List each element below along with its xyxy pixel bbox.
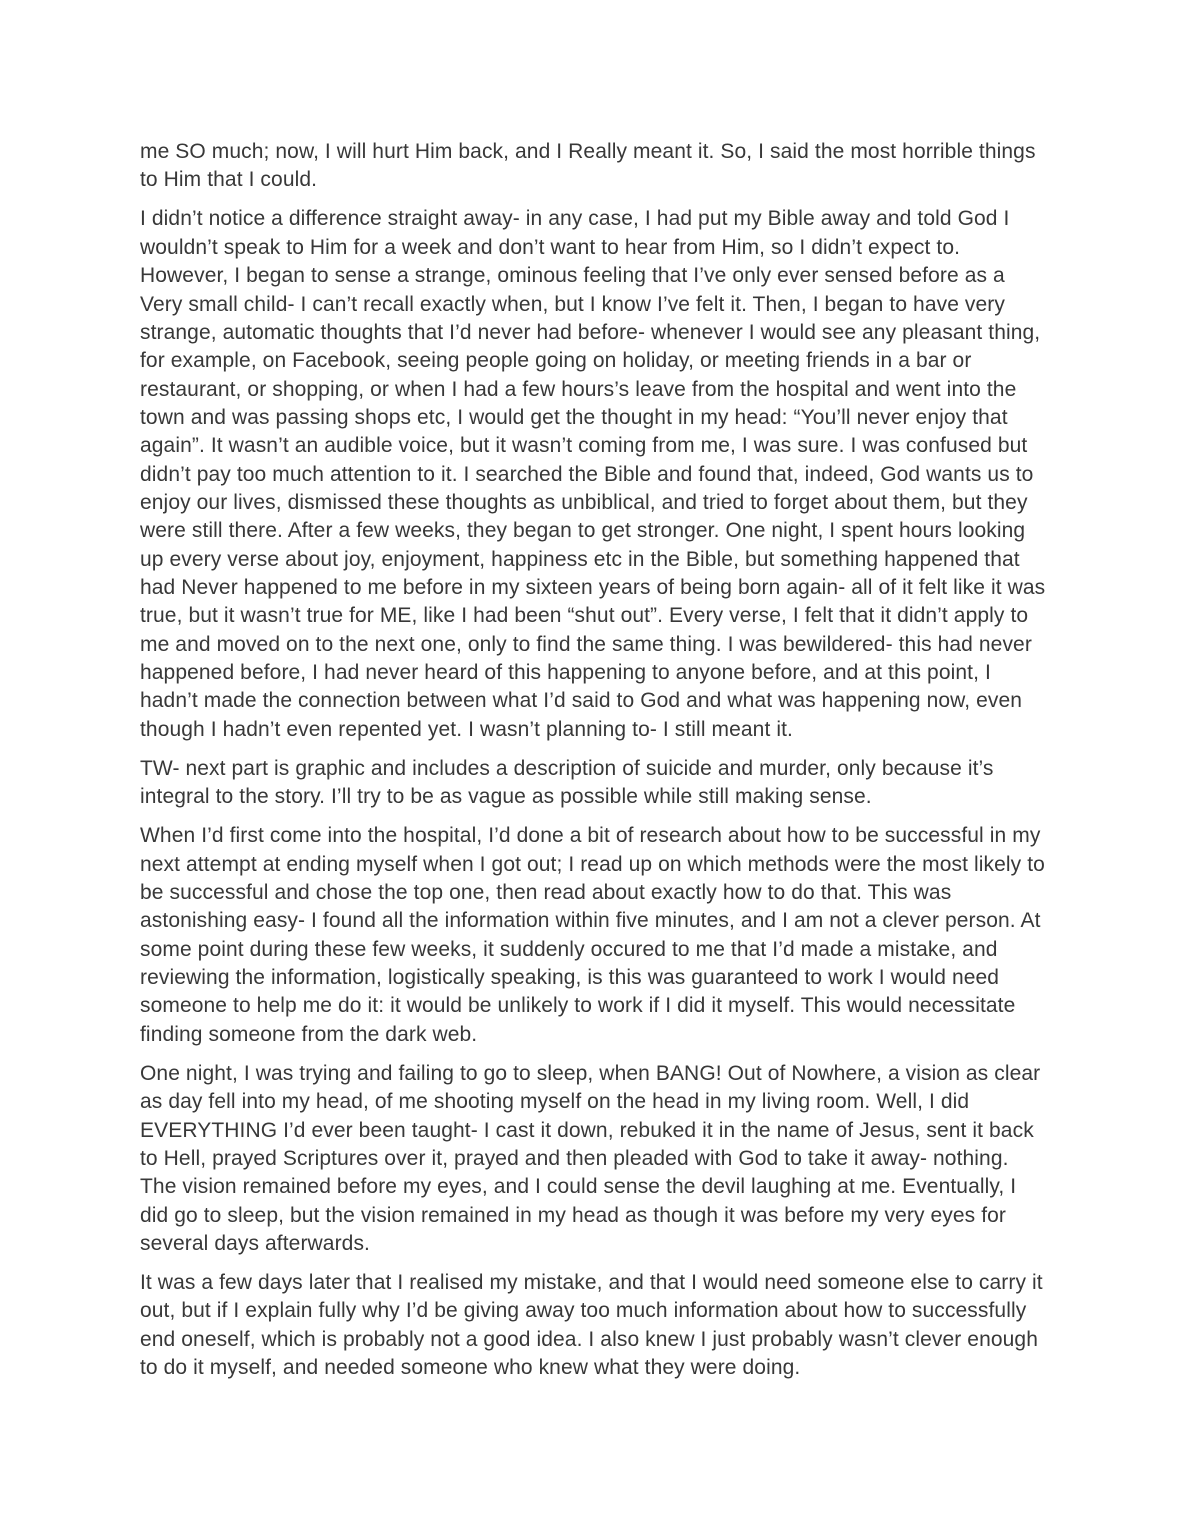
paragraph: It was a few days later that I realised my mistake, and that I would need someone else to carry it out, but if I explain fully why I’d be giving away too much information about how to successfully end oneself, which is probably not a good idea. I also knew I just probably wasn’t clever enough to do it myself, and needed someone who knew what they were doing.: [140, 1271, 1043, 1380]
document-body-text: [140, 138, 1047, 1382]
paragraph: I didn’t notice a difference straight away- in any case, I had put my Bible away and told God I wouldn’t speak to Him for a week and don’t want to hear from Him, so I didn’t expect to. However, I began to sense a strange, ominous feeling that I’ve only ever sensed before as a Very small child- I can’t recall exactly when, but I know I’ve felt it. Then, I began to have very strange, automatic thoughts that I’d never had before- whenever I would see any pleasant thing, for example, on Facebook, seeing people going on holiday, or meeting friends in a bar or restaurant, or shopping, or when I had a few hours’s leave from the hospital and went into the town and was passing shops etc, I would get the thought in my head: “You’ll never enjoy that again”. It wasn’t an audible voice, but it wasn’t coming from me, I was sure. I was confused but didn’t pay too much attention to it. I searched the Bible and found that, indeed, God wants us to enjoy our lives, dismissed these thoughts as unbiblical, and tried to forget about them, but they were still there. After a few weeks, they began to get stronger. One night, I spent hours looking up every verse about joy, enjoyment, happiness etc in the Bible, but something happened that had Never happened to me before in my sixteen years of being born again- all of it felt like it was true, but it wasn’t true for ME, like I had been “shut out”. Every verse, I felt that it didn’t apply to me and moved on to the next one, only to find the same thing. I was bewildered- this had never happened before, I had never heard of this happening to anyone before, and at this point, I hadn’t made the connection between what I’d said to God and what was happening now, even though I hadn’t even repented yet. I wasn’t planning to- I still meant it.: [140, 207, 1046, 741]
paragraph: One night, I was trying and failing to go to sleep, when BANG! Out of Nowhere, a vision as clear as day fell into my head, of me shooting myself on the head in my living room. Well, I did EVERYTHING I’d ever been taught- I cast it down, rebuked it in the name of Jesus, sent it back to Hell, prayed Scriptures over it, prayed and then pleaded with God to take it away- nothing. The vision remained before my eyes, and I could sense the devil laughing at me. Eventually, I did go to sleep, but the vision remained in my head as though it was before my very eyes for several days afterwards.: [140, 1061, 1041, 1255]
paragraph: me SO much; now, I will hurt Him back, and I Really meant it. So, I said the most horrible things to Him that I could.: [140, 140, 1036, 192]
paragraph-trigger-warning: TW- next part is graphic and includes a description of suicide and murder, only because it’s integral to the story. I’ll try to be as vague as possible while still making sense.: [140, 756, 994, 809]
paragraph: When I’d first come into the hospital, I’d done a bit of research about how to be successful in my next attempt at ending myself when I got out; I read up on which methods were the most likely to be successful and chose the top one, then read about exactly how to do that. This was astonishing easy- I found all the information within five minutes, and I am not a clever person. At some point during these few weeks, it suddenly occured to me that I’d made a mistake, and reviewing the information, logistically speaking, is this was guaranteed to work I would need someone to help me do it: it would be unlikely to work if I did it myself. This would necessitate finding someone from the dark web.: [140, 824, 1045, 1046]
